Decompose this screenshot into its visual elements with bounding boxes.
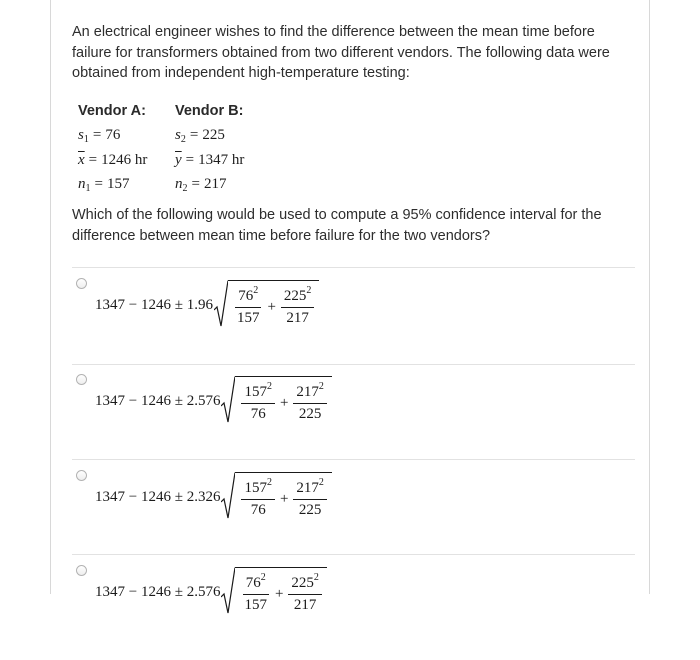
vendor-b-header: Vendor B:	[175, 103, 244, 120]
vendor-a-header: Vendor A:	[78, 103, 146, 120]
square-root: $\frac{157^2}{76}$ + $\frac{217^2}{225}$	[221, 376, 331, 426]
vendor-a-sample-size: $n_1 = 157$	[78, 176, 130, 195]
vendor-b-std-dev: $s_2 = 225$	[175, 127, 225, 146]
fraction-1: $\frac{76^2}{157}$	[244, 571, 267, 613]
confidence-interval-question: Which of the following would be used to compute a 95% confidence interval for the difference between mean time before failure for the two vendors?	[72, 207, 602, 244]
option-1-formula	[95, 280, 319, 330]
vendor-header-row	[78, 99, 244, 124]
vendor-row-sample-size	[78, 173, 244, 198]
option-2-formula	[95, 376, 332, 426]
vendor-b-mean: $\overline{y} = 1347$ hr	[175, 151, 245, 168]
option-1-radio[interactable]	[76, 278, 87, 289]
fraction-2: $\frac{225^2}{217}$	[281, 288, 315, 327]
option-4-prefix: 1347 − 1246 ± 2.576	[95, 583, 221, 600]
option-divider	[72, 459, 635, 460]
square-root: $\frac{76^2}{157}$ + $\frac{225^2}{217}$	[214, 280, 319, 330]
vendor-row-std-dev	[78, 124, 244, 149]
radical-sign-icon	[221, 376, 235, 426]
option-divider	[72, 554, 635, 555]
option-divider	[72, 364, 635, 365]
fraction-2: $\frac{217^2}{225}$	[293, 480, 327, 519]
radical-sign-icon	[214, 280, 228, 330]
fraction-1: $\frac{157^2}{76}$	[241, 480, 275, 519]
vendor-data-table	[78, 99, 244, 197]
fraction-1: $\frac{157^2}{76}$	[241, 384, 275, 423]
option-2-radio[interactable]	[76, 374, 87, 385]
option-4-formula	[95, 567, 327, 617]
vendor-row-mean	[78, 148, 244, 173]
fraction-2: $\frac{225^2}{217}$	[288, 575, 322, 614]
vendor-a-mean: $\overline{x} = 1246$ hr	[78, 151, 148, 168]
question-card	[50, 0, 650, 613]
option-4-radio[interactable]	[76, 565, 87, 576]
option-2-prefix: 1347 − 1246 ± 2.576	[95, 392, 221, 409]
radical-sign-icon	[221, 567, 235, 617]
square-root: $\frac{76^2}{157}$ + $\frac{225^2}{217}$	[221, 567, 326, 617]
option-3-prefix: 1347 − 1246 ± 2.326	[95, 488, 221, 505]
fraction-1: $\frac{76^2}{157}$	[236, 284, 260, 326]
answer-option-4[interactable]	[51, 565, 651, 660]
option-1-prefix: 1347 − 1246 ± 1.96	[95, 296, 213, 313]
answer-option-2[interactable]	[51, 374, 651, 469]
option-3-radio[interactable]	[76, 470, 87, 481]
fraction-2: $\frac{217^2}{225}$	[293, 384, 327, 423]
answer-option-1[interactable]	[51, 278, 651, 373]
radical-sign-icon	[221, 472, 235, 522]
vendor-b-sample-size: $n_2 = 217$	[175, 176, 227, 195]
vendor-a-std-dev: $s_1 = 76$	[78, 127, 121, 146]
square-root: $\frac{157^2}{76}$ + $\frac{217^2}{225}$	[221, 472, 331, 522]
option-divider	[72, 267, 635, 268]
question-text: An electrical engineer wishes to find the difference between the mean time before failure for transformers obtained from two different vendors. The following data were obtained from independent high-temperature testing:	[72, 24, 610, 81]
answer-option-3[interactable]	[51, 470, 651, 565]
option-3-formula	[95, 472, 332, 522]
